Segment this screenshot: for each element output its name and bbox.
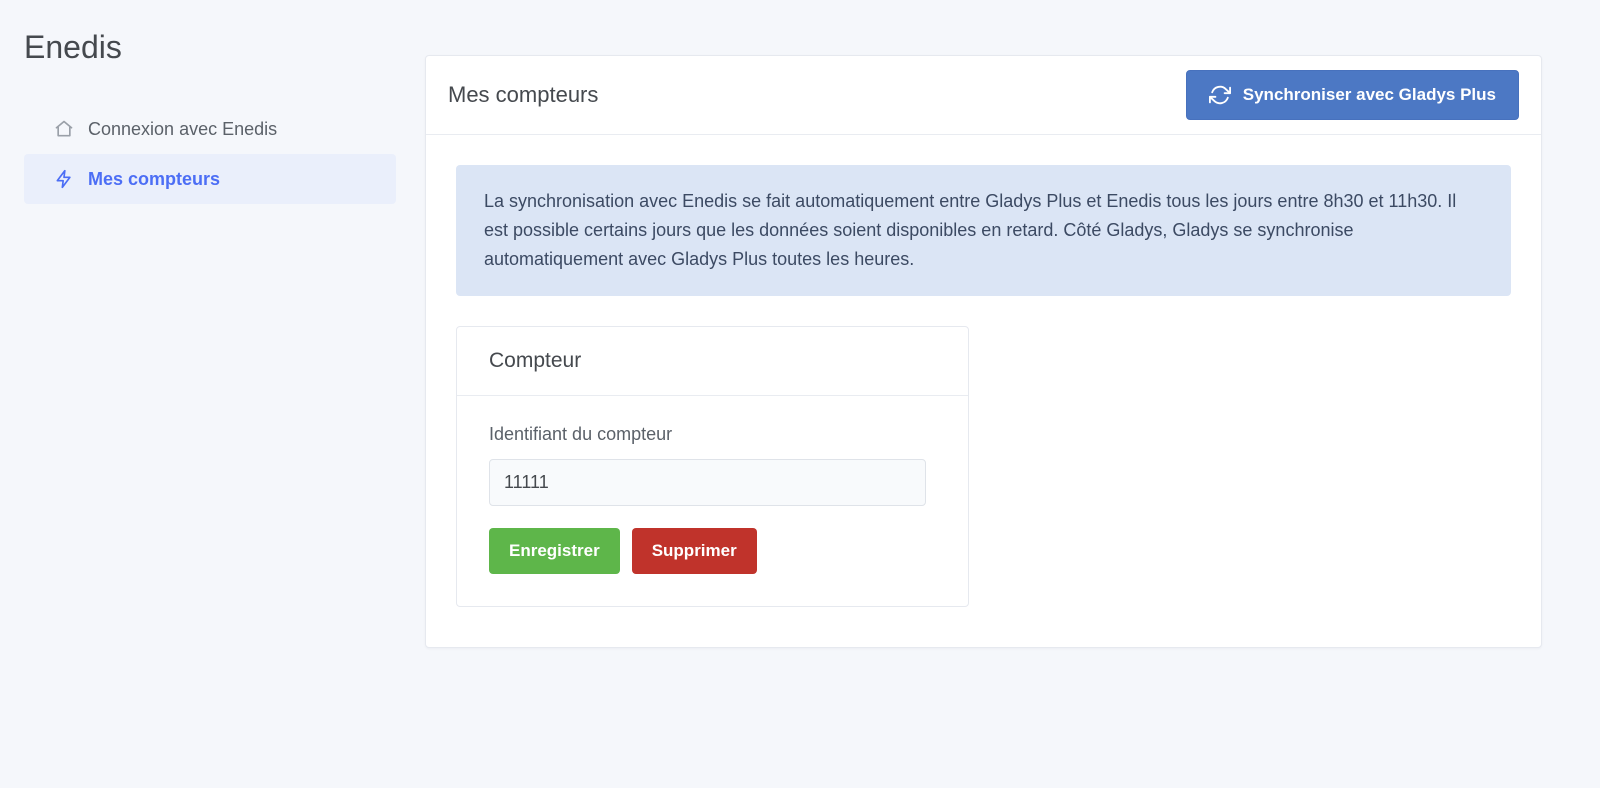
card-title: Mes compteurs — [448, 82, 599, 107]
sidebar-nav-list — [0, 104, 420, 204]
card-body — [426, 135, 1541, 647]
main-content — [420, 0, 1600, 648]
meter-actions — [489, 528, 936, 574]
delete-button[interactable]: Supprimer — [632, 528, 757, 574]
card-header — [426, 56, 1541, 135]
meter-id-label: Identifiant du compteur — [489, 424, 673, 445]
sync-info-alert: La synchronisation avec Enedis se fait automatiquement entre Gladys Plus et Enedis tous les jours entre 8h30 et 11h30. Il est possible certains jours que les données soient disponibles en retard. Côté Gladys, Gladys se synchronise automatiquement avec Gladys Plus toutes les heures. — [456, 165, 1511, 296]
meter-id-input[interactable] — [489, 459, 926, 506]
sidebar-item-label: Mes compteurs — [88, 168, 221, 189]
meter-panel-title: Compteur — [457, 327, 968, 396]
sidebar-item-connexion-avec-enedis[interactable] — [24, 104, 396, 154]
sync-with-gladys-plus-button[interactable] — [1186, 70, 1519, 120]
bolt-icon — [54, 169, 74, 189]
page-title: Enedis — [24, 29, 122, 65]
save-button[interactable]: Enregistrer — [489, 528, 620, 574]
refresh-icon — [1209, 84, 1231, 106]
sidebar-item-label: Connexion avec Enedis — [88, 118, 278, 139]
sidebar-nav — [0, 104, 420, 204]
home-icon — [54, 119, 74, 139]
sidebar — [0, 0, 420, 204]
meter-panel — [456, 326, 969, 607]
meter-panel-body — [457, 396, 968, 606]
sync-button-label: Synchroniser avec Gladys Plus — [1242, 85, 1496, 104]
meters-card — [425, 55, 1542, 648]
sidebar-item-mes-compteurs[interactable] — [24, 154, 396, 204]
